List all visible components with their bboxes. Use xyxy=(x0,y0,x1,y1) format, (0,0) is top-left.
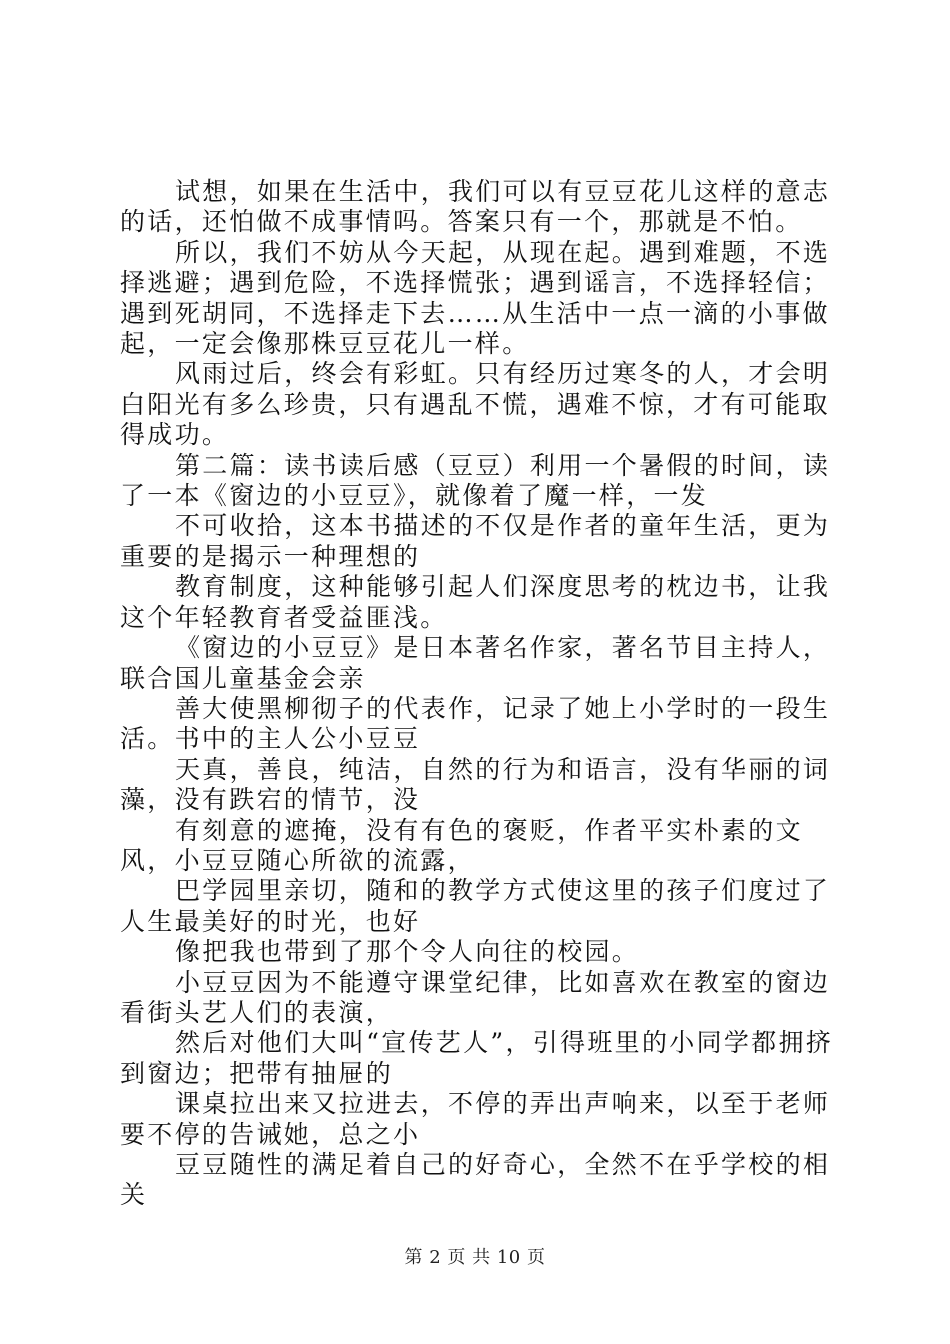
paragraph: 巴学园里亲切，随和的教学方式使这里的孩子们度过了人生最美好的时光，也好 xyxy=(120,876,831,936)
document-body xyxy=(120,177,840,1211)
paragraph: 豆豆随性的满足着自己的好奇心，全然不在乎学校的相关 xyxy=(120,1150,831,1210)
paragraph: 教育制度，这种能够引起人们深度思考的枕边书，让我这个年轻教育者受益匪浅。 xyxy=(120,572,831,632)
paragraph: 风雨过后，终会有彩虹。只有经历过寒冬的人，才会明白阳光有多么珍贵，只有遇乱不慌，遇难不惊，才有可能取得成功。 xyxy=(120,359,831,450)
paragraph: 所以，我们不妨从今天起，从现在起。遇到难题，不选择逃避；遇到危险，不选择慌张；遇到谣言，不选择轻信；遇到死胡同，不选择走下去……从生活中一点一滴的小事做起，一定会像那株豆豆花儿一样。 xyxy=(120,237,831,359)
paragraph: 有刻意的遮掩，没有有色的褒贬，作者平实朴素的文风，小豆豆随心所欲的流露， xyxy=(120,815,803,875)
paragraph: 小豆豆因为不能遵守课堂纪律，比如喜欢在教室的窗边看街头艺人们的表演， xyxy=(120,967,831,1027)
paragraph: 像把我也带到了那个令人向往的校园。 xyxy=(175,937,640,967)
paragraph: 然后对他们大叫“宣传艺人”，引得班里的小同学都拥挤到窗边；把带有抽屉的 xyxy=(120,1028,834,1088)
paragraph: 《窗边的小豆豆》是日本著名作家，著名节目主持人，联合国儿童基金会亲 xyxy=(120,633,831,693)
paragraph: 天真，善良，纯洁，自然的行为和语言，没有华丽的词藻，没有跌宕的情节，没 xyxy=(120,754,831,815)
paragraph: 第二篇：读书读后感（豆豆）利用一个暑假的时间，读了一本《窗边的小豆豆》，就像着了魔一样，一发 xyxy=(120,450,831,511)
page-number-footer: 第 2 页 共 10 页 xyxy=(404,1247,546,1268)
paragraph: 试想，如果在生活中，我们可以有豆豆花儿这样的意志的话，还怕做不成事情吗。答案只有一个，那就是不怕。 xyxy=(120,177,831,237)
paragraph: 善大使黑柳彻子的代表作，记录了她上小学时的一段生活。书中的主人公小豆豆 xyxy=(120,693,831,754)
paragraph: 课桌拉出来又拉进去，不停的弄出声响来，以至于老师要不停的告诫她，总之小 xyxy=(120,1089,831,1149)
paragraph: 不可收拾，这本书描述的不仅是作者的童年生活，更为重要的是揭示一种理想的 xyxy=(120,511,831,571)
